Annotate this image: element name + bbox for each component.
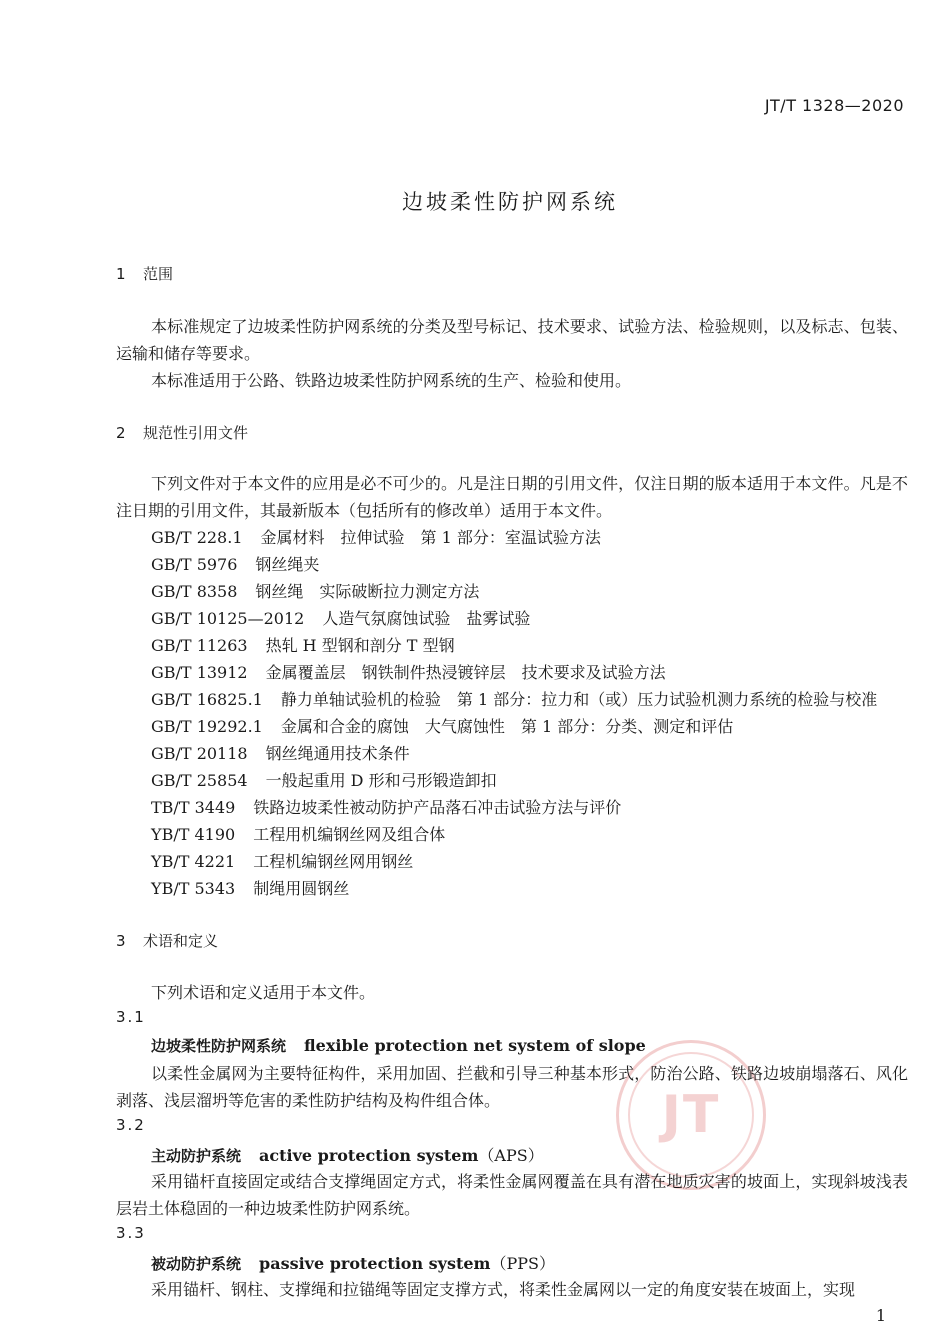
reference-title: 制绳用圆钢丝 [253,879,350,898]
reference-code: GB/T 10125—2012 [151,609,305,628]
reference-code: GB/T 8358 [151,582,238,601]
reference-title: 金属和合金的腐蚀 大气腐蚀性 第 1 部分：分类、测定和评估 [280,717,734,736]
reference-title: 人造气氛腐蚀试验 盐雾试验 [322,609,531,628]
reference-list [151,524,877,902]
reference-code: YB/T 5343 [151,879,236,898]
term-english: passive protection system [259,1254,491,1273]
reference-title: 金属覆盖层 钢铁制件热浸镀锌层 技术要求及试验方法 [265,663,666,682]
reference-title: 热轧 H 型钢和剖分 T 型钢 [265,636,455,655]
reference-code: TB/T 3449 [151,798,236,817]
reference-item [151,821,877,848]
reference-title: 铁路边坡柔性被动防护产品落石冲击试验方法与评价 [253,798,622,817]
reference-title: 工程机编钢丝网用钢丝 [253,852,414,871]
reference-code: GB/T 228.1 [151,528,243,547]
section-2-heading [116,422,248,443]
reference-item [151,713,877,740]
clause-number: 3.1 [116,1008,146,1026]
term-abbreviation: （APS） [478,1146,544,1165]
reference-title: 钢丝绳通用技术条件 [265,744,410,763]
reference-code: GB/T 13912 [151,663,248,682]
section-number: 3 [116,932,126,950]
term-definition: 采用锚杆、钢柱、支撑绳和拉锚绳等固定支撑方式，将柔性金属网以一定的角度安装在坡面上，实现 [151,1280,856,1299]
reference-item [151,686,877,713]
reference-item [151,740,877,767]
term-chinese: 主动防护系统 [151,1147,242,1165]
term-heading [151,1143,544,1166]
term-chinese: 边坡柔性防护网系统 [151,1037,287,1055]
term-definition: 以柔性金属网为主要特征构件，采用加固、拦截和引导三种基本形式，防治公路、铁路边坡崩塌落石、风化剥落、浅层溜坍等危害的柔性防护结构及构件组合体。 [116,1064,908,1110]
reference-title: 一般起重用 D 形和弓形锻造卸扣 [265,771,497,790]
scope-paragraph-1: 本标准规定了边坡柔性防护网系统的分类及型号标记、技术要求、试验方法、检验规则，以及标志、包装、运输和储存等要求。 [116,317,908,363]
section-number: 2 [116,424,126,442]
reference-title: 金属材料 拉伸试验 第 1 部分：室温试验方法 [260,528,601,547]
section-title: 规范性引用文件 [143,424,249,442]
reference-code: GB/T 11263 [151,636,248,655]
term-english: active protection system [259,1146,479,1165]
references-intro: 下列文件对于本文件的应用是必不可少的。凡是注日期的引用文件，仅注日期的版本适用于本文件。凡是不注日期的引用文件，其最新版本（包括所有的修改单）适用于本文件。 [116,474,908,520]
reference-item [151,605,877,632]
reference-code: GB/T 16825.1 [151,690,263,709]
reference-title: 工程用机编钢丝网及组合体 [253,825,446,844]
section-3-heading [116,930,218,951]
term-english: flexible protection net system of slope [304,1036,646,1055]
reference-title: 静力单轴试验机的检验 第 1 部分：拉力和（或）压力试验机测力系统的检验与校准 [280,690,878,709]
reference-item [151,659,877,686]
reference-item [151,875,877,902]
section-number: 1 [116,265,126,283]
reference-item [151,767,877,794]
term-heading [151,1251,555,1274]
reference-code: YB/T 4190 [151,825,236,844]
section-title: 术语和定义 [143,932,219,950]
clause-number: 3.2 [116,1116,146,1134]
reference-item [151,551,877,578]
reference-code: GB/T 25854 [151,771,248,790]
reference-code: GB/T 19292.1 [151,717,263,736]
section-title: 范围 [143,265,174,283]
reference-title: 钢丝绳 实际破断拉力测定方法 [255,582,480,601]
document-title: 边坡柔性防护网系统 [402,190,618,214]
clause-number: 3.3 [116,1224,146,1242]
reference-code: GB/T 20118 [151,744,248,763]
term-definition: 采用锚杆直接固定或结合支撑绳固定方式，将柔性金属网覆盖在具有潜在地质灾害的坡面上，实现斜坡浅表层岩土体稳固的一种边坡柔性防护网系统。 [116,1172,908,1218]
reference-code: GB/T 5976 [151,555,238,574]
page-number: 1 [875,1306,886,1325]
scope-paragraph-2: 本标准适用于公路、铁路边坡柔性防护网系统的生产、检验和使用。 [151,371,632,390]
term-chinese: 被动防护系统 [151,1255,242,1273]
watermark-text: JT [661,1085,721,1145]
section-1-heading [116,263,173,284]
term-heading [151,1035,646,1056]
reference-item [151,632,877,659]
reference-item [151,524,877,551]
reference-item [151,794,877,821]
terms-intro: 下列术语和定义适用于本文件。 [151,983,376,1002]
reference-item [151,578,877,605]
term-abbreviation: （PPS） [490,1254,555,1273]
reference-item [151,848,877,875]
standard-number: JT/T 1328—2020 [764,96,904,115]
reference-title: 钢丝绳夹 [255,555,320,574]
reference-code: YB/T 4221 [151,852,236,871]
